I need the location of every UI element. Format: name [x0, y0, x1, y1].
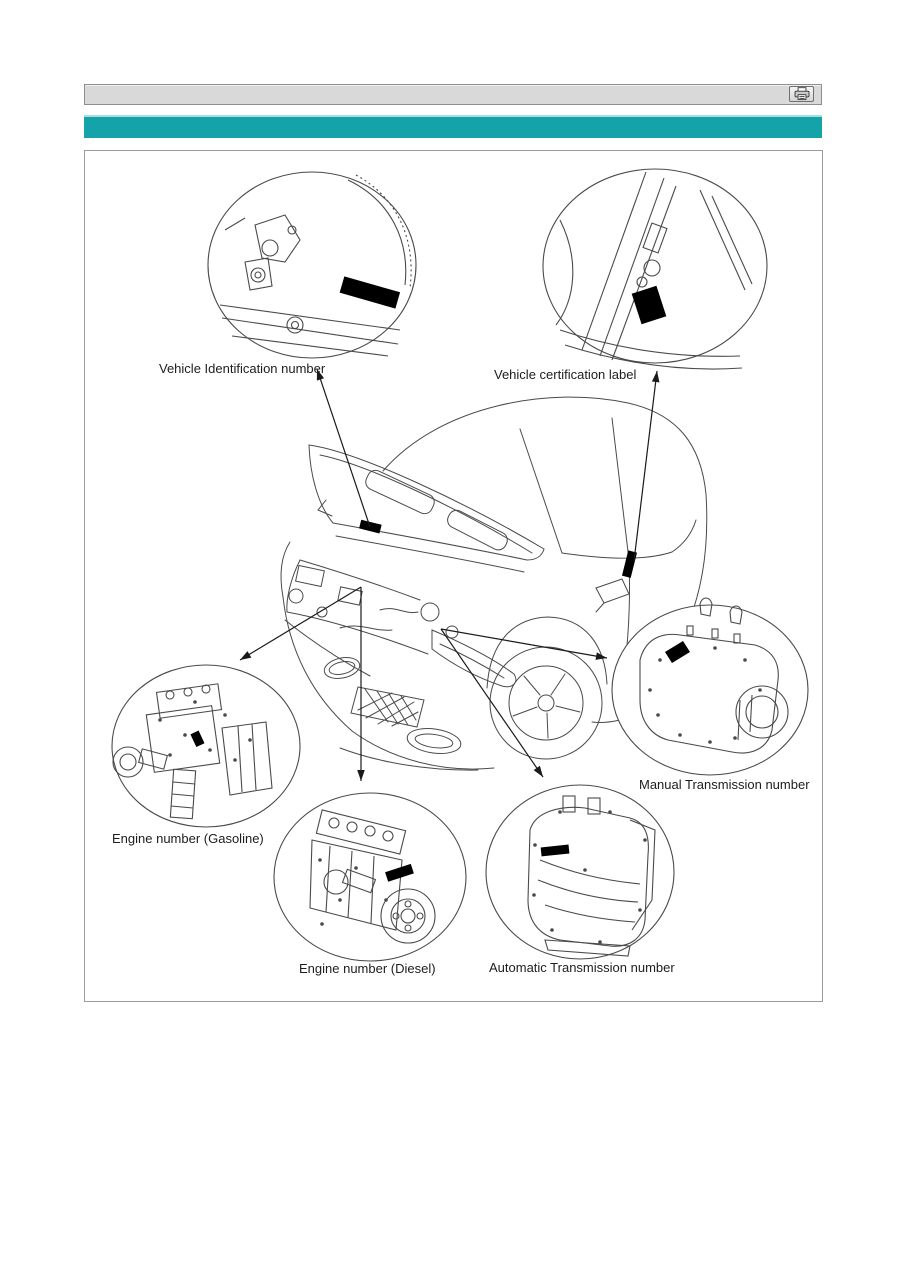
automatic-transmission-arrow — [441, 629, 543, 777]
diagram-panel — [84, 150, 823, 1002]
certification-detail-circle — [543, 169, 767, 369]
identification-diagram — [85, 151, 822, 1001]
vin-detail-circle — [208, 172, 416, 358]
section-accent-bar — [84, 115, 822, 138]
label-manual-transmission-number: Manual Transmission number — [639, 777, 810, 792]
toolbar — [84, 84, 822, 105]
label-engine-number-gasoline: Engine number (Gasoline) — [112, 831, 264, 846]
label-automatic-transmission-number: Automatic Transmission number — [489, 960, 675, 975]
label-vehicle-identification-number: Vehicle Identification number — [159, 361, 326, 376]
manual-transmission-circle — [612, 598, 808, 775]
print-button[interactable] — [789, 86, 814, 102]
printer-icon — [793, 87, 811, 101]
label-vehicle-certification-label: Vehicle certification label — [494, 367, 637, 382]
gasoline-engine-circle — [112, 665, 300, 827]
label-engine-number-diesel: Engine number (Diesel) — [299, 961, 436, 976]
certification-arrow — [634, 371, 657, 561]
automatic-transmission-circle — [486, 785, 674, 959]
diesel-engine-circle — [274, 793, 466, 961]
pointer-arrows — [238, 368, 661, 781]
manual-transmission-arrow — [441, 629, 607, 658]
gasoline-engine-arrow — [240, 587, 361, 660]
